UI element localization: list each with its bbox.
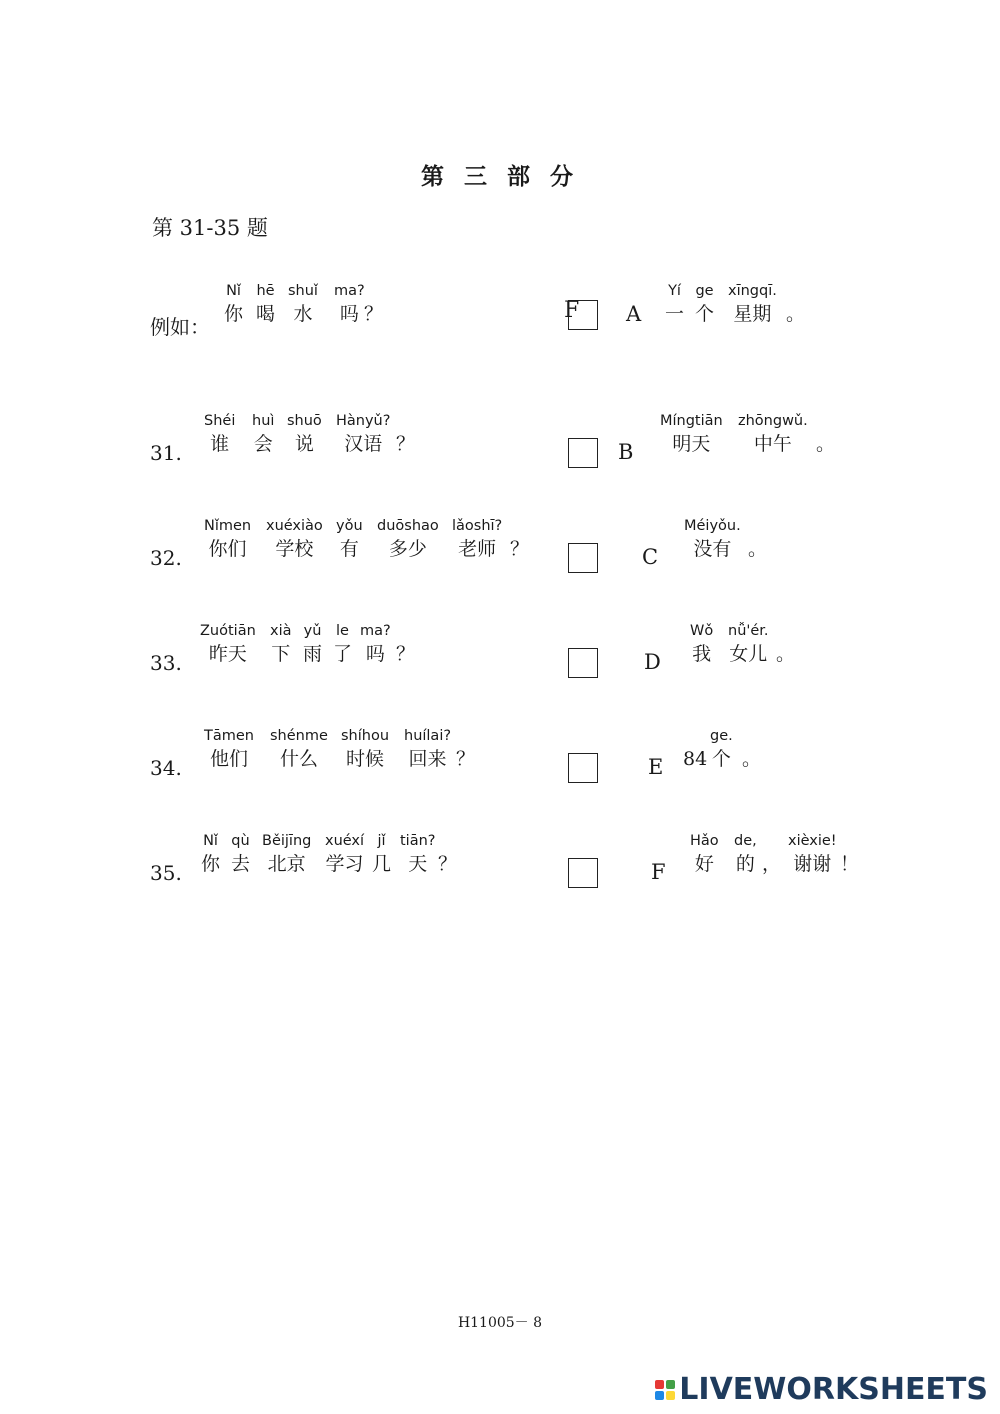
- question-seg: lǎoshī? 老师: [452, 518, 503, 560]
- question-seg: Běijīng 北京: [262, 833, 312, 875]
- option-b-seg: 。: [816, 433, 836, 455]
- section-title: 第 三 部 分: [420, 163, 580, 190]
- option-b-seg: zhōngwǔ. 中午: [738, 413, 808, 455]
- example-seg: ？: [364, 303, 384, 325]
- question-seg: ？: [438, 853, 458, 875]
- option-c-seg: 。: [748, 538, 768, 560]
- option-e-seg: 。: [742, 748, 762, 770]
- question-row-34: [0, 725, 1000, 785]
- option-a-seg: ge 个: [695, 283, 715, 325]
- option-f-seg: de, 的: [734, 833, 757, 875]
- option-a-seg: Yí 一: [665, 283, 685, 325]
- option-f-seg: ！: [840, 853, 860, 875]
- option-c-seg: Méiyǒu. 没有: [684, 518, 741, 560]
- question-number: 32.: [150, 546, 182, 570]
- option-e-seg: ge. 个: [710, 728, 733, 770]
- answer-box-35[interactable]: [568, 858, 598, 888]
- question-seg: xià 下: [270, 623, 292, 665]
- option-letter-e: E: [648, 755, 664, 779]
- question-number: 31.: [150, 441, 182, 465]
- question-seg: ma? 吗: [360, 623, 391, 665]
- answer-box-32[interactable]: [568, 543, 598, 573]
- question-seg: huì 会: [252, 413, 275, 455]
- question-seg: le 了: [333, 623, 353, 665]
- question-row-35: [0, 830, 1000, 890]
- question-seg: qù 去: [231, 833, 251, 875]
- answer-box-34[interactable]: [568, 753, 598, 783]
- option-a-seg: 。: [786, 303, 806, 325]
- example-answer: F: [564, 298, 580, 323]
- option-letter-c: C: [642, 545, 659, 569]
- question-seg: shénme 什么: [270, 728, 328, 770]
- option-b-seg: Míngtiān 明天: [660, 413, 723, 455]
- option-e-seg: 84: [683, 748, 708, 770]
- question-seg: xuéxí 学习: [325, 833, 365, 875]
- question-seg: duōshao 多少: [377, 518, 439, 560]
- option-letter-b: B: [618, 440, 634, 464]
- page-footer: H11005－ 8: [457, 1315, 543, 1331]
- question-row-31: [0, 410, 1000, 470]
- question-number: 34.: [150, 756, 182, 780]
- question-seg: ？: [456, 748, 476, 770]
- question-seg: jǐ 几: [372, 833, 392, 875]
- option-f-seg: xièxie! 谢谢: [788, 833, 837, 875]
- example-label: 例如：: [150, 315, 210, 339]
- question-seg: Nǐmen 你们: [204, 518, 252, 560]
- question-seg: ？: [510, 538, 530, 560]
- option-d-seg: Wǒ 我: [690, 623, 714, 665]
- example-seg: hē 喝: [256, 283, 276, 325]
- example-seg: shuǐ 水: [288, 283, 318, 325]
- example-seg: Nǐ 你: [224, 283, 244, 325]
- question-seg: xuéxiào 学校: [266, 518, 323, 560]
- example-seg: ma? 吗: [334, 283, 365, 325]
- question-row-32: [0, 515, 1000, 575]
- logo-grid-icon: [655, 1380, 675, 1400]
- question-number: 35.: [150, 861, 182, 885]
- question-seg: huílai? 回来: [404, 728, 452, 770]
- answer-box-33[interactable]: [568, 648, 598, 678]
- questions-range: 第 31-35 题: [152, 216, 268, 240]
- question-seg: yǔ 雨: [303, 623, 323, 665]
- question-seg: ？: [396, 433, 416, 455]
- answer-box-31[interactable]: [568, 438, 598, 468]
- option-f-seg: ，: [762, 853, 782, 875]
- example-row: [0, 280, 1000, 340]
- option-d-seg: 。: [776, 643, 796, 665]
- question-seg: Nǐ 你: [201, 833, 221, 875]
- question-seg: Tāmen 他们: [204, 728, 254, 770]
- question-seg: Zuótiān 昨天: [200, 623, 256, 665]
- question-seg: shuō 说: [287, 413, 322, 455]
- question-seg: ？: [396, 643, 416, 665]
- logo-text: LIVEWORKSHEETS: [679, 1372, 988, 1407]
- option-letter-a: A: [626, 302, 642, 326]
- question-row-33: [0, 620, 1000, 680]
- option-f-seg: Hǎo 好: [690, 833, 719, 875]
- question-seg: Hànyǔ? 汉语: [336, 413, 391, 455]
- question-seg: yǒu 有: [336, 518, 363, 560]
- option-a-seg: xīngqī. 星期: [728, 283, 777, 325]
- option-letter-d: D: [644, 650, 661, 674]
- option-d-seg: nǚ'ér. 女儿: [728, 623, 769, 665]
- question-seg: tiān? 天: [400, 833, 436, 875]
- question-seg: Shéi 谁: [204, 413, 236, 455]
- question-seg: shíhou 时候: [341, 728, 390, 770]
- question-number: 33.: [150, 651, 182, 675]
- option-letter-f: F: [651, 860, 666, 884]
- liveworksheets-logo[interactable]: [655, 1372, 988, 1407]
